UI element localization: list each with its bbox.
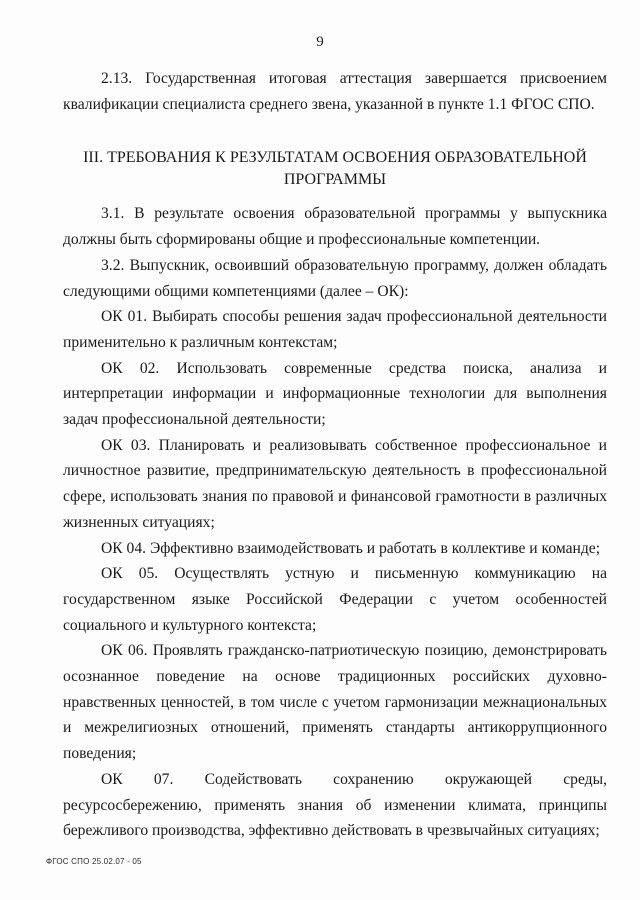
paragraph-2-13: 2.13. Государственная итоговая аттестация завершается присвоением квалификации специалиста среднего звена, указанной в пункте 1.1 ФГОС СПО. <box>63 70 607 113</box>
paragraph-ok-04: ОК 04. Эффективно взаимодействовать и работать в коллективе и команде; <box>101 539 601 557</box>
paragraph-ok-05: ОК 05. Осуществлять устную и письменную коммуникацию на государственном языке Российской Федерации с учетом особенностей социального и культурного контекста; <box>63 565 607 634</box>
paragraph-ok-07: ОК 07. Содействовать сохранению окружающей среды, ресурсосбережению, применять знания об изменении климата, принципы бережливого производства, эффективно действовать в чрезвычайных ситуациях; <box>63 770 607 840</box>
footer-document-code: ФГОС СПО 25.02.07 - 05 <box>46 857 142 866</box>
paragraph-3-2: 3.2. Выпускник, освоивший образовательную программу, должен обладать следующими общими компетенциями (далее – ОК): <box>63 256 607 300</box>
paragraph-ok-06: ОК 06. Проявлять гражданско-патриотическую позицию, демонстрировать осознанное поведение на основе традиционных российских духовно-нравственных ценностей, в том числе с учетом гармонизации межнациональных и межрелигиозных отношений, применять стандарты антикоррупционного поведения; <box>63 642 607 763</box>
page-number: 9 <box>316 34 324 50</box>
paragraph-ok-03: ОК 03. Планировать и реализовывать собственное профессиональное и личностное развитие, предпринимательскую деятельность в профессиональной сфере, использовать знания по правовой и финансовой грамотности в различных жизненных ситуациях; <box>63 436 607 531</box>
paragraph-3-1: 3.1. В результате освоения образовательной программы у выпускника должны быть сформированы общие и профессиональные компетенции. <box>63 205 607 249</box>
paragraph-ok-02: ОК 02. Использовать современные средства поиска, анализа и интерпретации информации и информационные технологии для выполнения задач профессиональной деятельности; <box>63 359 607 429</box>
section-heading: III. ТРЕБОВАНИЯ К РЕЗУЛЬТАТАМ ОСВОЕНИЯ ОБРАЗОВАТЕЛЬНОЙ ПРОГРАММЫ <box>83 149 587 189</box>
paragraph-ok-01: ОК 01. Выбирать способы решения задач профессиональной деятельности применительно к различным контекстам; <box>63 308 607 351</box>
document-body <box>63 66 607 844</box>
